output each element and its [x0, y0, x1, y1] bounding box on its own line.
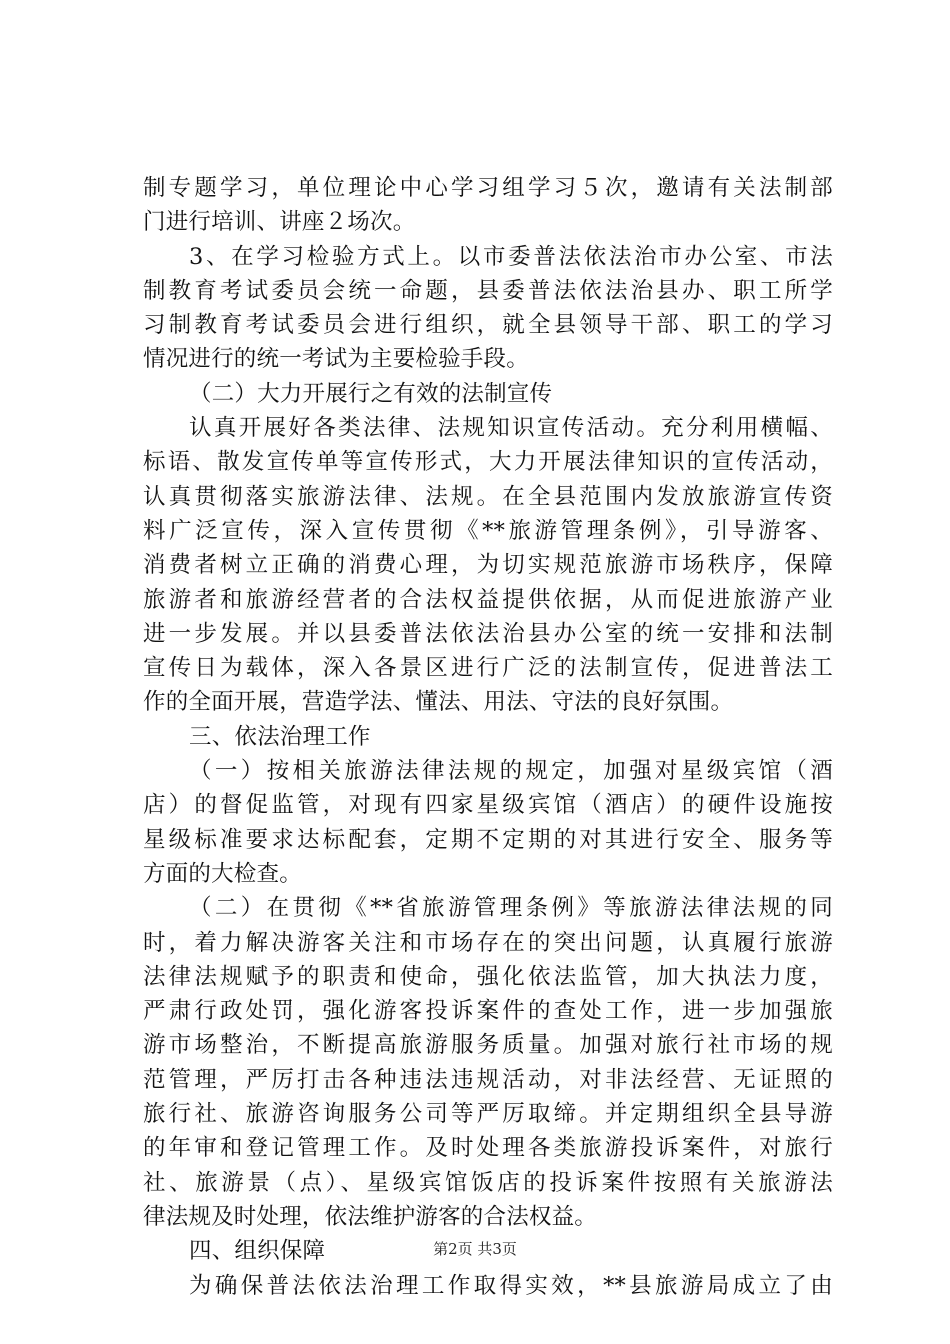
text-line: 时，着力解决游客关注和市场存在的突出问题，认真履行旅游 [143, 929, 833, 956]
text-line: 旅行社、旅游咨询服务公司等严厉取缔。并定期组织全县导游 [143, 1101, 833, 1128]
text-line: 星级标准要求达标配套，定期不定期的对其进行安全、服务等 [143, 826, 833, 853]
text-line: 四、组织保障 [189, 1238, 326, 1265]
text-line: 游市场整治，不断提高旅游服务质量。加强对旅行社市场的规 [143, 1032, 833, 1059]
text-line: （一）按相关旅游法律法规的规定，加强对星级宾馆（酒 [189, 758, 833, 785]
text-line: 消费者树立正确的消费心理，为切实规范旅游市场秩序，保障 [143, 552, 833, 579]
text-line: 作的全面开展，营造学法、懂法、用法、守法的良好氛围。 [143, 689, 734, 716]
text-line: 料广泛宣传，深入宣传贯彻《**旅游管理条例》，引导游客、 [143, 517, 833, 544]
text-line: 范管理，严厉打击各种违法违规活动，对非法经营、无证照的 [143, 1066, 833, 1093]
text-line: 3、在学习检验方式上。以市委普法依法治市办公室、市法 [189, 243, 833, 270]
text-line: 认真贯彻落实旅游法律、法规。在全县范围内发放旅游宣传资 [143, 483, 833, 510]
text-line: 门进行培训、讲座２场次。 [143, 209, 416, 236]
text-line: 标语、散发宣传单等宣传形式，大力开展法律知识的宣传活动， [143, 449, 833, 476]
text-line: 的年审和登记管理工作。及时处理各类旅游投诉案件，对旅行 [143, 1135, 833, 1162]
text-line: 旅游者和旅游经营者的合法权益提供依据，从而促进旅游产业 [143, 586, 833, 613]
text-line: 法律法规赋予的职责和使命，强化依法监管，加大执法力度， [143, 963, 833, 990]
text-line: 严肃行政处罚，强化游客投诉案件的查处工作，进一步加强旅 [143, 998, 833, 1025]
text-line: 认真开展好各类法律、法规知识宣传活动。充分利用横幅、 [189, 415, 833, 442]
text-line: 情况进行的统一考试为主要检验手段。 [143, 346, 529, 373]
text-line: 方面的大检查。 [143, 860, 302, 887]
text-line: 店）的督促监管，对现有四家星级宾馆（酒店）的硬件设施按 [143, 792, 833, 819]
text-line: 社、旅游景（点）、星级宾馆饭店的投诉案件按照有关旅游法 [143, 1169, 833, 1196]
text-line: 宣传日为载体，深入各景区进行广泛的法制宣传，促进普法工 [143, 655, 833, 682]
text-line: （二）大力开展行之有效的法制宣传 [189, 380, 553, 407]
text-line: 律法规及时处理，依法维护游客的合法权益。 [143, 1203, 598, 1230]
document-body [143, 171, 833, 1303]
text-line: 制教育考试委员会统一命题，县委普法依法治县办、职工所学 [143, 277, 833, 304]
text-line: 进一步发展。并以县委普法依法治县办公室的统一安排和法制 [143, 620, 833, 647]
page-footer [0, 1238, 950, 1259]
text-line: 制专题学习，单位理论中心学习组学习５次，邀请有关法制部 [143, 175, 833, 201]
text-line: 三、依法治理工作 [189, 723, 371, 750]
text-line: 习制教育考试委员会进行组织，就全县领导干部、职工的学习 [143, 312, 833, 339]
text-line: 为确保普法依法治理工作取得实效，**县旅游局成立了由 [189, 1272, 833, 1299]
page-number-label: 第2页 共3页 [433, 1240, 517, 1258]
text-line: （二）在贯彻《**省旅游管理条例》等旅游法律法规的同 [189, 895, 833, 922]
